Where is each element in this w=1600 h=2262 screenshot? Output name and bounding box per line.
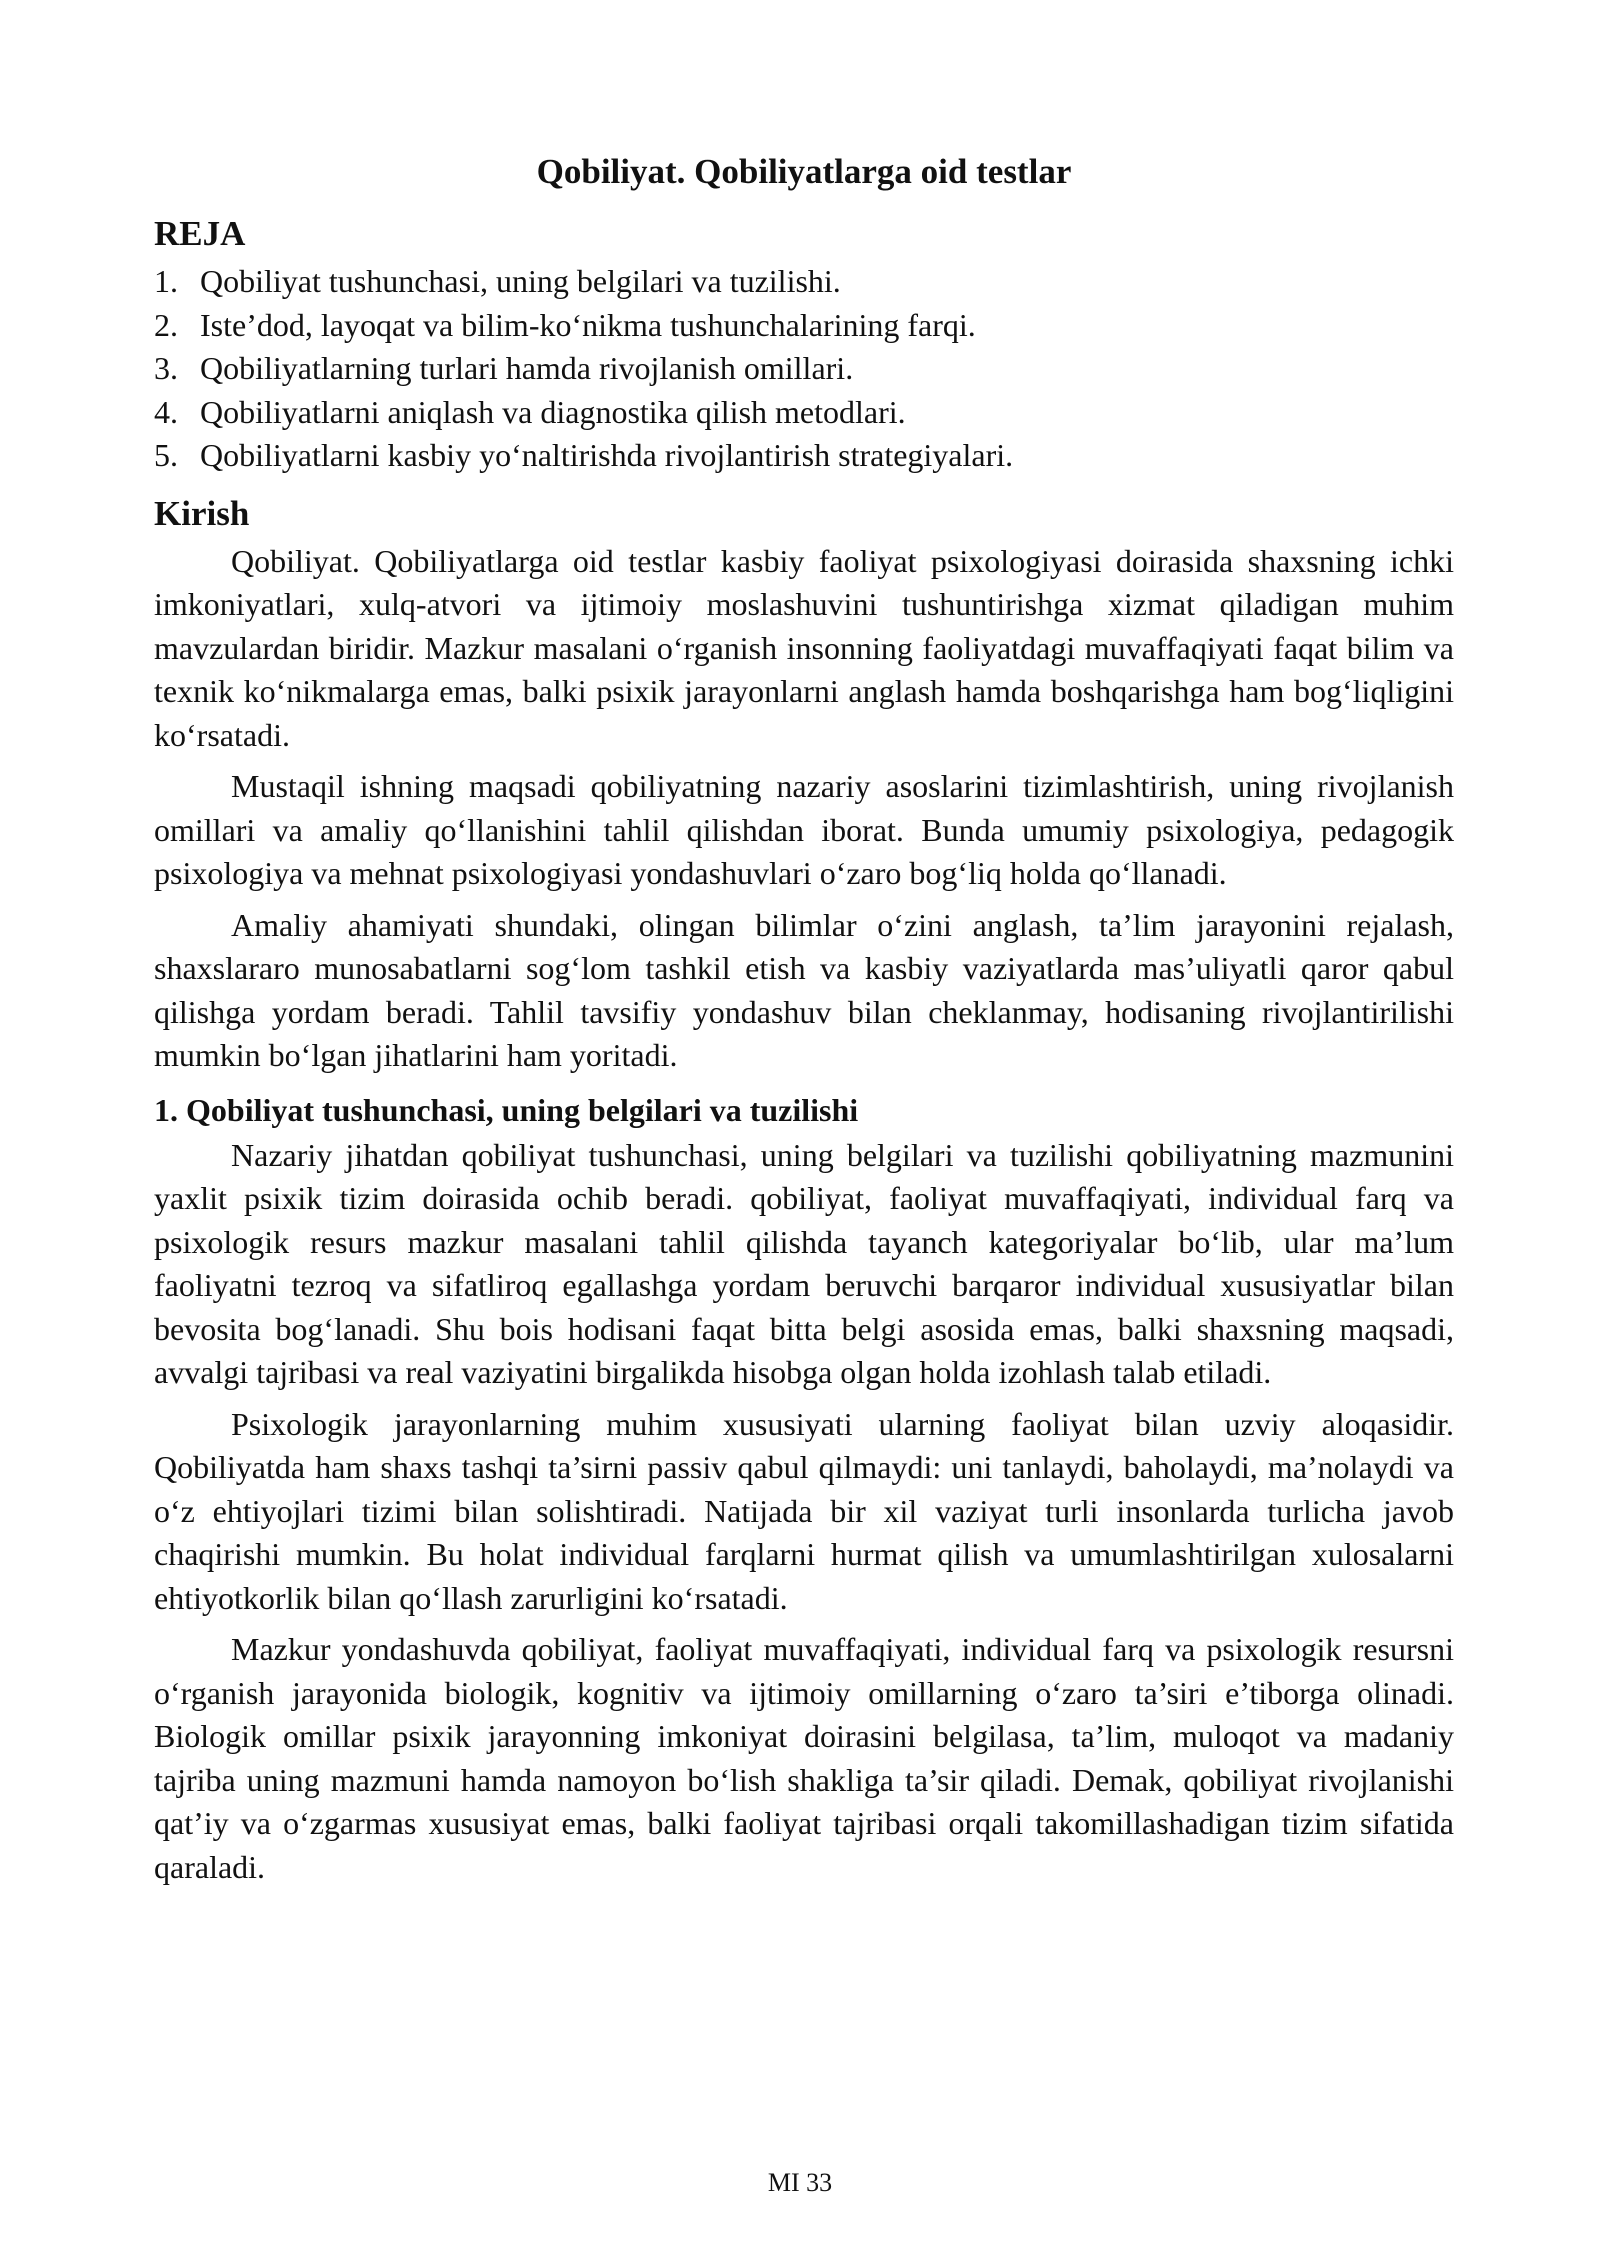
plan-item-number: 1. bbox=[154, 263, 178, 299]
plan-item bbox=[154, 260, 1454, 304]
section-paragraph: Nazariy jihatdan qobiliyat tushunchasi, uning belgilari va tuzilishi qobiliyatning mazmunini yaxlit psixik tizim doirasida ochib beradi. qobiliyat, faoliyat muvaffaqiyati, individual farq va psixologik resurs mazkur masalani tahlil qilishda tayanch kategoriyalar bo‘lib, ular ma’lum faoliyatni tezroq va sifatliroq egallashga yordam beruvchi barqaror individual xususiyatlar bilan bevosita bog‘lanadi. Shu bois hodisani faqat bitta belgi asosida emas, balki shaxsning maqsadi, avvalgi tajribasi va real vaziyatini birgalikda hisobga olgan holda izohlash talab etiladi. bbox=[154, 1136, 1454, 1390]
plan-item-number: 2. bbox=[154, 306, 178, 343]
plan-item bbox=[154, 304, 1454, 348]
document-page bbox=[154, 150, 1454, 1897]
plan-list bbox=[154, 260, 1454, 478]
plan-item-number: 5. bbox=[154, 437, 178, 473]
plan-item-text: Qobiliyatlarni aniqlash va diagnostika qilish metodlari. bbox=[200, 393, 906, 430]
plan-item-number: 3. bbox=[154, 350, 178, 386]
document-title: Qobiliyat. Qobiliyatlarga oid testlar bbox=[536, 152, 1072, 191]
section-paragraph: Psixologik jarayonlarning muhim xususiyati ularning faoliyat bilan uzviy aloqasidir. Qobiliyatda ham shaxs tashqi ta’sirni passiv qabul qilmaydi: uni tanlaydi, baholaydi, ma’nolaydi va o‘z ehtiyojlari tizimi bilan solishtiradi. Natijada bir xil vaziyat turli insonlarda turlicha javob chaqirishi mumkin. Bu holat individual farqlarni hurmat qilish va umumlashtirilgan xulosalarni ehtiyotkorlik bilan qo‘llash zarurligini ko‘rsatadi. bbox=[154, 1405, 1454, 1616]
plan-heading: REJA bbox=[154, 214, 246, 253]
intro-paragraph: Qobiliyat. Qobiliyatlarga oid testlar kasbiy faoliyat psixologiyasi doirasida shaxsning ichki imkoniyatlari, xulq-atvori va ijtimoiy moslashuvini tushuntirishga xizmat qiladigan muhim mavzulardan biridir. Mazkur masalani o‘rganish insonning faoliyatdagi muvaffaqiyati faqat bilim va texnik ko‘nikmalarga emas, balki psixik jarayonlarni anglash hamda boshqarishga ham bog‘liqligini ko‘rsatadi. bbox=[154, 542, 1454, 753]
section-paragraph: Mazkur yondashuvda qobiliyat, faoliyat muvaffaqiyati, individual farq va psixologik resursni o‘rganish jarayonida biologik, kognitiv va ijtimoiy omillarning o‘zaro ta’siri e’tiborga olinadi. Biologik omillar psixik jarayonning imkoniyat doirasini belgilasa, ta’lim, muloqot va madaniy tajriba uning mazmuni hamda namoyon bo‘lish shakliga ta’sir qiladi. Demak, qobiliyat rivojlanishi qat’iy va o‘zgarmas xususiyat emas, balki faoliyat tajribasi orqali takomillashadigan tizim sifatida qaraladi. bbox=[154, 1631, 1454, 1885]
intro-paragraph: Mustaqil ishning maqsadi qobiliyatning nazariy asoslarini tizimlashtirish, uning rivojlanish omillari va amaliy qo‘llanishini tahlil qilishdan iborat. Bunda umumiy psixologiya, pedagogik psixologiya va mehnat psixologiyasi yondashuvlari o‘zaro bog‘liq holda qo‘llanadi. bbox=[154, 768, 1454, 891]
page-number: MI 33 bbox=[767, 2168, 833, 2197]
plan-item-text: Qobiliyatlarni kasbiy yo‘naltirishda rivojlantirish strategiyalari. bbox=[200, 437, 1014, 473]
intro-paragraph: Amaliy ahamiyati shundaki, olingan bilimlar o‘zini anglash, ta’lim jarayonini rejalash, shaxslararo munosabatlarni sog‘lom tashkil etish va kasbiy vaziyatlarda mas’uliyatli qaror qabul qilishga yordam beradi. Tahlil tavsifiy yondashuv bilan cheklanmay, hodisaning rivojlantirilishi mumkin bo‘lgan jihatlarini ham yoritadi. bbox=[154, 906, 1454, 1073]
intro-heading: Kirish bbox=[154, 493, 250, 533]
plan-item-text: Iste’dod, layoqat va bilim-ko‘nikma tushunchalarining farqi. bbox=[200, 306, 976, 343]
plan-item-text: Qobiliyatlarning turlari hamda rivojlanish omillari. bbox=[200, 350, 854, 386]
plan-item-number: 4. bbox=[154, 393, 178, 430]
plan-item-text: Qobiliyat tushunchasi, uning belgilari va tuzilishi. bbox=[200, 263, 841, 299]
plan-item bbox=[154, 434, 1454, 478]
plan-item bbox=[154, 391, 1454, 435]
plan-item bbox=[154, 347, 1454, 391]
section-heading: 1. Qobiliyat tushunchasi, uning belgilari va tuzilishi bbox=[154, 1091, 859, 1128]
